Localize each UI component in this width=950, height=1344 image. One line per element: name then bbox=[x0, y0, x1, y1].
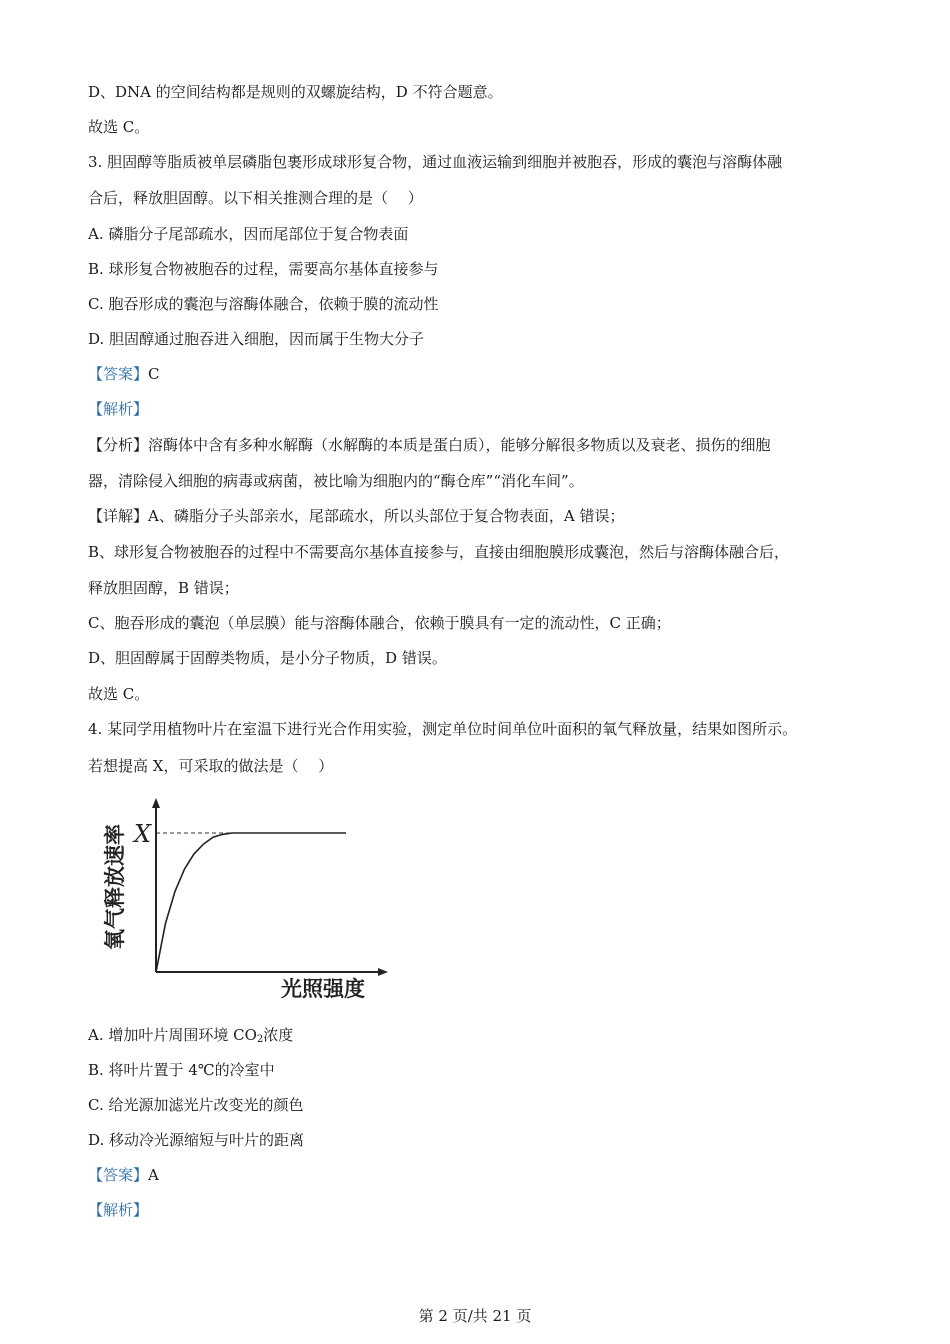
fenxi-text: 溶酶体中含有多种水解酶（水解酶的本质是蛋白质），能够分解很多物质以及衰老、损伤的细胞 bbox=[148, 436, 771, 454]
y-axis-label: 氧气释放速率 bbox=[102, 824, 127, 950]
question-4-stem-cont: 若想提高 X，可采取的做法是（ ） bbox=[88, 757, 334, 775]
x-axis-label: 光照强度 bbox=[281, 976, 365, 1001]
q4-option-a bbox=[88, 1025, 293, 1045]
q3-option-d: D. 胆固醇通过胞吞进入细胞，因而属于生物大分子 bbox=[88, 330, 425, 348]
option-a-text: A. 增加叶片周围环境 CO bbox=[88, 1026, 257, 1044]
x-annotation: X bbox=[134, 820, 152, 848]
q4-option-c: C. 给光源加滤光片改变光的颜色 bbox=[88, 1096, 304, 1114]
q4-analysis-tag bbox=[88, 1200, 148, 1220]
analysis-tag: 【解析】 bbox=[88, 1201, 149, 1219]
q3-option-c: C. 胞吞形成的囊泡与溶酶体融合，依赖于膜的流动性 bbox=[88, 295, 439, 313]
q3-option-a: A. 磷脂分子尾部疏水，因而尾部位于复合物表面 bbox=[88, 225, 409, 243]
q3-xiangjie-b: B、球形复合物被胞吞的过程中不需要高尔基体直接参与，直接由细胞膜形成囊泡，然后与溶酶体融合后， bbox=[88, 543, 790, 561]
q3-option-b: B. 球形复合物被胞吞的过程，需要高尔基体直接参与 bbox=[88, 260, 439, 278]
co2-subscript: 2 bbox=[256, 1034, 264, 1045]
question-4-stem: 4. 某同学用植物叶片在室温下进行光合作用实验，测定单位时间单位叶面积的氧气释放量，结果如图所示。 bbox=[88, 720, 798, 738]
text-line: 故选 C。 bbox=[88, 118, 150, 136]
option-a-suffix: 浓度 bbox=[263, 1026, 294, 1044]
y-axis-arrow bbox=[152, 798, 160, 808]
analysis-tag: 【解析】 bbox=[88, 400, 149, 418]
page-footer: 第 2 页/共 21 页 bbox=[418, 1307, 532, 1325]
x-axis-arrow bbox=[378, 968, 388, 976]
q4-option-d: D. 移动冷光源缩短与叶片的距离 bbox=[88, 1131, 305, 1149]
data-curve bbox=[156, 833, 346, 972]
xiangjie-tag: 【详解】 bbox=[88, 507, 149, 525]
answer-tag: 【答案】 bbox=[88, 1166, 149, 1184]
q4-answer bbox=[88, 1165, 159, 1185]
xiangjie-text: A、磷脂分子头部亲水，尾部疏水，所以头部位于复合物表面，A 错误； bbox=[148, 507, 625, 525]
question-3-stem-cont: 合后，释放胆固醇。以下相关推测合理的是（ ） bbox=[88, 189, 423, 207]
question-3-stem: 3. 胆固醇等脂质被单层磷脂包裹形成球形复合物，通过血液运输到细胞并被胞吞，形成的囊泡与溶酶体融 bbox=[88, 153, 783, 171]
q3-xiangjie-c: C、胞吞形成的囊泡（单层膜）能与溶酶体融合，依赖于膜具有一定的流动性，C 正确； bbox=[88, 614, 671, 632]
q3-fenxi bbox=[88, 435, 771, 455]
answer-value: A bbox=[148, 1166, 159, 1184]
q3-analysis-tag bbox=[88, 399, 148, 419]
fenxi-tag: 【分析】 bbox=[88, 436, 149, 454]
answer-tag: 【答案】 bbox=[88, 365, 149, 383]
q4-option-b: B. 将叶片置于 4℃的冷室中 bbox=[88, 1061, 275, 1079]
q3-xiangjie bbox=[88, 506, 624, 526]
q3-xiangjie-d: D、胆固醇属于固醇类物质，是小分子物质，D 错误。 bbox=[88, 649, 447, 667]
answer-value: C bbox=[148, 365, 160, 383]
q3-conclusion: 故选 C。 bbox=[88, 685, 150, 703]
q3-answer bbox=[88, 364, 160, 384]
oxygen-release-graph bbox=[98, 792, 398, 1002]
text-line: D、DNA 的空间结构都是规则的双螺旋结构，D 不符合题意。 bbox=[88, 83, 503, 101]
q3-xiangjie-b-cont: 释放胆固醇，B 错误； bbox=[88, 579, 239, 597]
q3-fenxi-cont: 器，清除侵入细胞的病毒或病菌，被比喻为细胞内的“酶仓库”“消化车间”。 bbox=[88, 472, 584, 490]
